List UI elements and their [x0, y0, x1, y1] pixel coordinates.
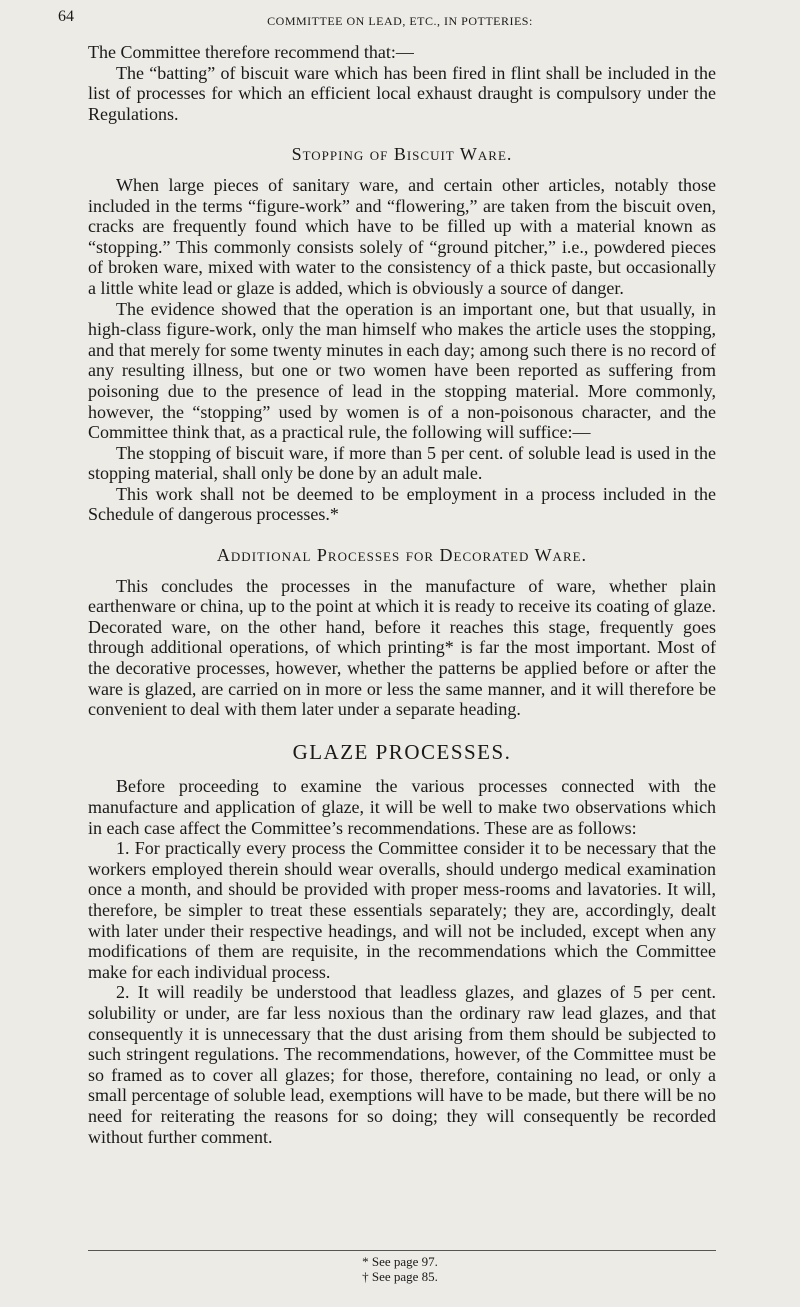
glaze-item-2: 2. It will readily be understood that leadless glazes, and glazes of 5 per cent. solubility or under, are far less noxious than the ordinary raw lead glazes, and that consequently it is unnecessary that the dust arising from them should be subjected to such stringent regulations. The recommendations, however, of the Committee must be so framed as to cover all glazes; for those, therefore, containing no lead, or only a small percentage of soluble lead, exemptions will have to be made, but there will be no need for reiterating the reasons for so doing; they will consequently be recorded without further comment.	[88, 982, 716, 1147]
running-title: COMMITTEE ON LEAD, ETC., IN POTTERIES:	[267, 14, 533, 28]
stopping-recommendation-1: The stopping of biscuit ware, if more than 5 per cent. of soluble lead is used in the stopping material, shall only be done by an adult male.	[88, 442, 716, 484]
section-heading-glaze: GLAZE PROCESSES.	[292, 739, 512, 764]
section-heading-stopping: Stopping of Biscuit Ware.	[291, 144, 513, 165]
stopping-paragraph-1: When large pieces of sanitary ware, and certain other articles, notably those included in the terms “figure-work” and “flowering,” are taken from the biscuit oven, cracks are frequently found which have to be filled up with a material known as “stopping.” This commonly consists solely of “ground pitcher,” i.e., powdered pieces of broken ware, mixed with water to the consistency of a thick paste, but occasionally a little white lead or glaze is added, which is obviously a source of danger.	[88, 174, 716, 298]
footnote-divider	[88, 1250, 716, 1251]
section-heading-additional: Additional Processes for Decorated Ware.	[216, 545, 588, 566]
recommendation-batting: The “batting” of biscuit ware which has been fired in flint shall be included in the list of processes for which an efficient local exhaust draught is compulsory under the Regulations.	[88, 62, 716, 124]
additional-paragraph-1: This concludes the processes in the manufacture of ware, whether plain earthenware or china, up to the point at which it is ready to receive its coating of glaze. Decorated ware, on the other hand, before it reaches this stage, frequently goes through additional operations, of which printing* is far the most important. Most of the decorative processes, however, whether the patterns be applied before or after the ware is glazed, are carried on in more or less the same manner, and it will therefore be convenient to deal with them later under a separate heading.	[88, 575, 716, 720]
footnote-1: * See page 97.	[362, 1254, 438, 1269]
footnotes	[0, 1254, 800, 1284]
stopping-paragraph-2: The evidence showed that the operation is an important one, but that usually, in high-class figure-work, only the man himself who makes the article uses the stopping, and that merely for some twenty minutes in each day; among such there is no record of any resulting illness, but one or two women have been reported as suffering from poisoning due to the presence of lead in the stopping material. More commonly, however, the “stopping” used by women is of a non-poisonous character, and the Committee think that, as a practical rule, the following will suffice:—	[88, 298, 716, 443]
intro-paragraph: The Committee therefore recommend that:—	[88, 42, 414, 62]
glaze-item-1: 1. For practically every process the Committee consider it to be necessary that the workers employed therein should wear overalls, should undergo medical examination once a month, and should be provided with proper mess-rooms and lavatories. It will, therefore, be simpler to treat these essentials separately; they are, accordingly, dealt with later under their respective headings, and will not be included, except when any modifications of them are requisite, in the recommendations which the Committee make for each individual process.	[88, 838, 716, 982]
footnote-2: † See page 85.	[362, 1269, 438, 1284]
glaze-paragraph-1: Before proceeding to examine the various processes connected with the manufacture and application of glaze, it will be well to make two observations which in each case affect the Committee’s recommendations. These are as follows:	[88, 776, 716, 838]
page-number: 64	[58, 8, 74, 25]
stopping-recommendation-2: This work shall not be deemed to be employment in a process included in the Schedule of dangerous processes.*	[88, 483, 716, 525]
page-body	[88, 42, 716, 1147]
